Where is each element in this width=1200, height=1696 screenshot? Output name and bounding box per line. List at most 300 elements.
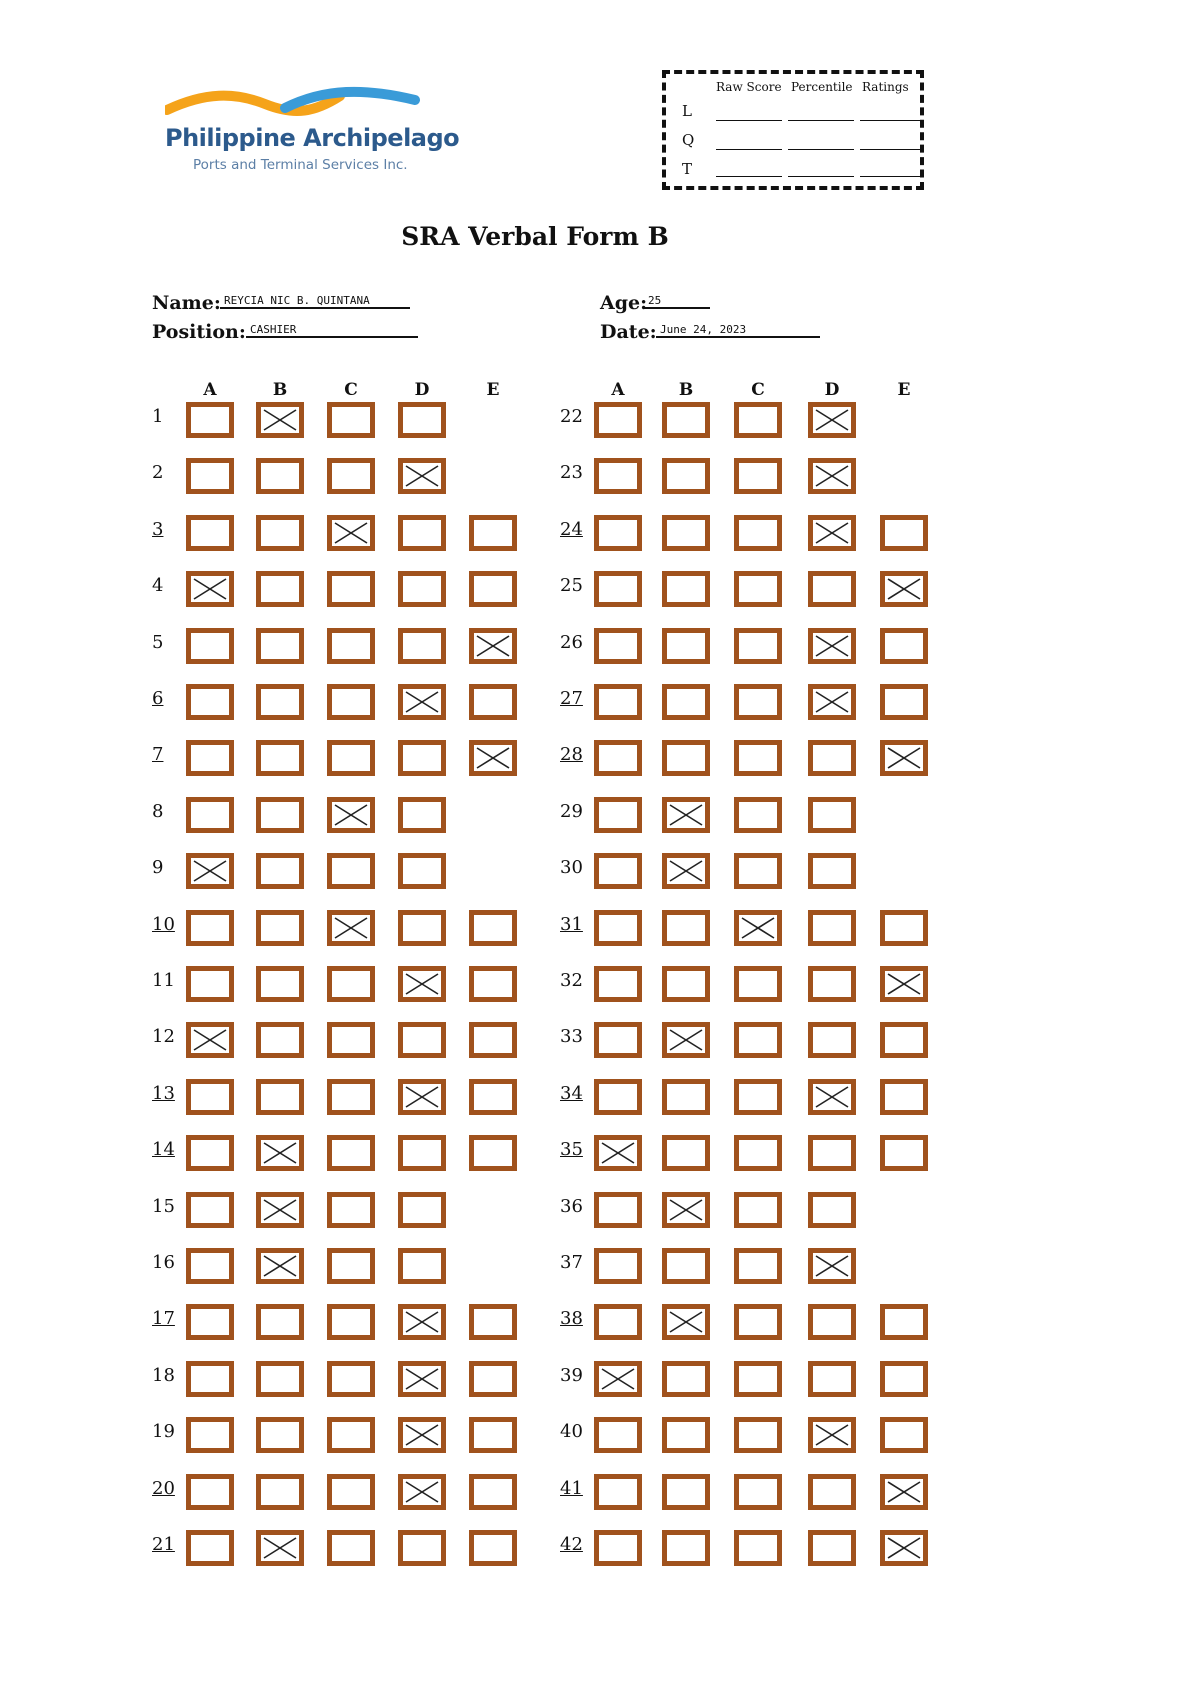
answer-box-18-b[interactable]: [256, 1361, 304, 1397]
answer-box-32-b[interactable]: [662, 966, 710, 1002]
answer-box-17-d[interactable]: [398, 1304, 446, 1340]
answer-box-4-c[interactable]: [327, 571, 375, 607]
answer-box-31-c[interactable]: [734, 910, 782, 946]
answer-box-16-b[interactable]: [256, 1248, 304, 1284]
answer-box-7-d[interactable]: [398, 740, 446, 776]
x-mark-icon: [667, 1027, 705, 1053]
answer-box-15-d[interactable]: [398, 1192, 446, 1228]
score-header-ratings: Ratings: [862, 80, 909, 94]
answer-box-37-a[interactable]: [594, 1248, 642, 1284]
answer-box-20-b[interactable]: [256, 1474, 304, 1510]
question-number: 14: [152, 1139, 175, 1161]
answer-box-9-b[interactable]: [256, 853, 304, 889]
x-mark-icon: [813, 689, 851, 715]
x-mark-icon: [599, 1140, 637, 1166]
column-header-d: D: [824, 380, 840, 400]
x-mark-icon: [885, 745, 923, 771]
x-mark-icon: [739, 915, 777, 941]
answer-box-19-e[interactable]: [469, 1417, 517, 1453]
answer-box-24-b[interactable]: [662, 515, 710, 551]
answer-box-19-c[interactable]: [327, 1417, 375, 1453]
answer-box-29-d[interactable]: [808, 797, 856, 833]
answer-box-14-b[interactable]: [256, 1135, 304, 1171]
answer-box-34-b[interactable]: [662, 1079, 710, 1115]
answer-box-24-c[interactable]: [734, 515, 782, 551]
column-header-d: D: [414, 380, 430, 400]
answer-box-8-a[interactable]: [186, 797, 234, 833]
answer-box-27-a[interactable]: [594, 684, 642, 720]
answer-box-42-c[interactable]: [734, 1530, 782, 1566]
answer-box-33-b[interactable]: [662, 1022, 710, 1058]
question-number: 21: [152, 1534, 175, 1555]
question-number: 6: [152, 688, 164, 709]
question-number: 15: [152, 1195, 175, 1217]
answer-box-7-b[interactable]: [256, 740, 304, 776]
question-number: 40: [560, 1421, 583, 1443]
answer-box-1-b[interactable]: [256, 402, 304, 438]
answer-box-2-a[interactable]: [186, 458, 234, 494]
answer-box-26-d[interactable]: [808, 628, 856, 664]
question-number: 10: [152, 913, 175, 935]
answer-box-20-d[interactable]: [398, 1474, 446, 1510]
x-mark-icon: [403, 1084, 441, 1110]
x-mark-icon: [667, 1309, 705, 1335]
answer-box-26-b[interactable]: [662, 628, 710, 664]
answer-box-19-a[interactable]: [186, 1417, 234, 1453]
answer-box-41-d[interactable]: [808, 1474, 856, 1510]
answer-box-24-e[interactable]: [880, 515, 928, 551]
column-header-e: E: [486, 380, 500, 400]
answer-box-12-d[interactable]: [398, 1022, 446, 1058]
answer-box-3-d[interactable]: [398, 515, 446, 551]
column-header-b: B: [272, 380, 288, 400]
date-field[interactable]: June 24, 2023: [656, 323, 820, 338]
question-number: 36: [560, 1195, 583, 1217]
x-mark-icon: [403, 1479, 441, 1505]
name-field[interactable]: REYCIA NIC B. QUINTANA: [220, 294, 410, 309]
question-number: 34: [560, 1082, 583, 1104]
question-number: 38: [560, 1308, 583, 1330]
x-mark-icon: [813, 633, 851, 659]
column-header-e: E: [897, 380, 911, 400]
answer-box-25-b[interactable]: [662, 571, 710, 607]
answer-box-13-e[interactable]: [469, 1079, 517, 1115]
answer-box-33-d[interactable]: [808, 1022, 856, 1058]
answer-box-6-e[interactable]: [469, 684, 517, 720]
answer-box-29-c[interactable]: [734, 797, 782, 833]
answer-box-37-c[interactable]: [734, 1248, 782, 1284]
answer-box-13-d[interactable]: [398, 1079, 446, 1115]
answer-box-1-c[interactable]: [327, 402, 375, 438]
answer-box-41-c[interactable]: [734, 1474, 782, 1510]
question-number: 4: [152, 575, 164, 597]
x-mark-icon: [667, 1197, 705, 1223]
column-header-a: A: [203, 380, 217, 400]
column-header-b: B: [678, 380, 694, 400]
answer-box-6-d[interactable]: [398, 684, 446, 720]
answer-box-17-e[interactable]: [469, 1304, 517, 1340]
answer-box-14-c[interactable]: [327, 1135, 375, 1171]
answer-box-40-d[interactable]: [808, 1417, 856, 1453]
x-mark-icon: [667, 802, 705, 828]
score-blank-line: [788, 176, 854, 177]
answer-box-6-c[interactable]: [327, 684, 375, 720]
question-number: 3: [152, 518, 164, 540]
answer-box-16-d[interactable]: [398, 1248, 446, 1284]
question-number: 39: [560, 1364, 583, 1386]
answer-box-6-a[interactable]: [186, 684, 234, 720]
answer-box-9-a[interactable]: [186, 853, 234, 889]
answer-box-18-e[interactable]: [469, 1361, 517, 1397]
answer-box-2-d[interactable]: [398, 458, 446, 494]
answer-box-17-c[interactable]: [327, 1304, 375, 1340]
x-mark-icon: [813, 1422, 851, 1448]
answer-box-21-a[interactable]: [186, 1530, 234, 1566]
answer-box-22-c[interactable]: [734, 402, 782, 438]
name-label: Name:: [152, 292, 221, 314]
date-label: Date:: [600, 321, 657, 343]
score-row-label: Q: [682, 131, 695, 149]
logo-name: Philippine Archipelago: [165, 124, 460, 152]
answer-box-2-b[interactable]: [256, 458, 304, 494]
answer-box-30-c[interactable]: [734, 853, 782, 889]
answer-box-28-b[interactable]: [662, 740, 710, 776]
answer-box-33-e[interactable]: [880, 1022, 928, 1058]
x-mark-icon: [261, 407, 299, 433]
answer-box-39-d[interactable]: [808, 1361, 856, 1397]
answer-box-38-d[interactable]: [808, 1304, 856, 1340]
x-mark-icon: [261, 1253, 299, 1279]
score-row-label: L: [682, 102, 692, 120]
answer-box-20-a[interactable]: [186, 1474, 234, 1510]
x-mark-icon: [403, 1422, 441, 1448]
answer-box-26-c[interactable]: [734, 628, 782, 664]
score-header-percentile: Percentile: [791, 80, 853, 94]
answer-box-35-d[interactable]: [808, 1135, 856, 1171]
x-mark-icon: [885, 576, 923, 602]
question-number: 7: [152, 744, 164, 766]
wave-logo-icon: [165, 82, 425, 122]
x-mark-icon: [261, 1535, 299, 1561]
x-mark-icon: [813, 463, 851, 489]
answer-box-12-a[interactable]: [186, 1022, 234, 1058]
x-mark-icon: [813, 1253, 851, 1279]
answer-box-29-a[interactable]: [594, 797, 642, 833]
answer-box-16-a[interactable]: [186, 1248, 234, 1284]
score-box: [662, 70, 924, 190]
answer-box-13-b[interactable]: [256, 1079, 304, 1115]
answer-box-25-d[interactable]: [808, 571, 856, 607]
answer-box-41-b[interactable]: [662, 1474, 710, 1510]
question-number: 8: [152, 800, 164, 822]
answer-box-28-d[interactable]: [808, 740, 856, 776]
x-mark-icon: [332, 520, 370, 546]
question-number: 19: [152, 1421, 175, 1443]
score-blank-line: [716, 149, 782, 150]
question-number: 17: [152, 1308, 175, 1330]
question-number: 26: [560, 631, 583, 653]
question-number: 12: [152, 1026, 175, 1048]
answer-box-35-b[interactable]: [662, 1135, 710, 1171]
answer-box-4-d[interactable]: [398, 571, 446, 607]
answer-box-21-c[interactable]: [327, 1530, 375, 1566]
answer-box-37-b[interactable]: [662, 1248, 710, 1284]
answer-box-21-d[interactable]: [398, 1530, 446, 1566]
answer-box-16-c[interactable]: [327, 1248, 375, 1284]
question-number: 24: [560, 518, 583, 540]
question-number: 28: [560, 744, 583, 766]
answer-box-27-c[interactable]: [734, 684, 782, 720]
x-mark-icon: [191, 858, 229, 884]
x-mark-icon: [261, 1197, 299, 1223]
answer-box-22-b[interactable]: [662, 402, 710, 438]
x-mark-icon: [403, 689, 441, 715]
answer-box-5-c[interactable]: [327, 628, 375, 664]
answer-box-20-c[interactable]: [327, 1474, 375, 1510]
answer-box-19-b[interactable]: [256, 1417, 304, 1453]
question-number: 9: [152, 857, 164, 879]
answer-box-30-d[interactable]: [808, 853, 856, 889]
answer-box-25-c[interactable]: [734, 571, 782, 607]
answer-box-23-c[interactable]: [734, 458, 782, 494]
x-mark-icon: [332, 915, 370, 941]
answer-box-31-a[interactable]: [594, 910, 642, 946]
age-label: Age:: [600, 292, 648, 314]
answer-box-28-e[interactable]: [880, 740, 928, 776]
answer-box-35-c[interactable]: [734, 1135, 782, 1171]
page-title: SRA Verbal Form B: [401, 222, 669, 251]
answer-box-5-e[interactable]: [469, 628, 517, 664]
position-field[interactable]: CASHIER: [246, 323, 418, 338]
answer-box-42-b[interactable]: [662, 1530, 710, 1566]
question-number: 5: [152, 631, 164, 653]
answer-box-39-b[interactable]: [662, 1361, 710, 1397]
x-mark-icon: [403, 1309, 441, 1335]
answer-box-12-e[interactable]: [469, 1022, 517, 1058]
answer-box-17-b[interactable]: [256, 1304, 304, 1340]
answer-box-42-a[interactable]: [594, 1530, 642, 1566]
question-number: 18: [152, 1364, 175, 1386]
answer-box-11-c[interactable]: [327, 966, 375, 1002]
answer-box-32-d[interactable]: [808, 966, 856, 1002]
answer-box-22-d[interactable]: [808, 402, 856, 438]
column-header-c: C: [751, 380, 765, 400]
score-blank-line: [860, 176, 920, 177]
answer-box-15-a[interactable]: [186, 1192, 234, 1228]
answer-box-1-d[interactable]: [398, 402, 446, 438]
answer-box-15-c[interactable]: [327, 1192, 375, 1228]
question-number: 27: [560, 688, 583, 709]
answer-box-4-a[interactable]: [186, 571, 234, 607]
answer-box-3-b[interactable]: [256, 515, 304, 551]
answer-box-18-d[interactable]: [398, 1361, 446, 1397]
x-mark-icon: [599, 1366, 637, 1392]
question-number: 2: [152, 462, 164, 484]
score-blank-line: [788, 149, 854, 150]
answer-box-39-e[interactable]: [880, 1361, 928, 1397]
answer-box-11-d[interactable]: [398, 966, 446, 1002]
answer-box-41-a[interactable]: [594, 1474, 642, 1510]
answer-box-27-e[interactable]: [880, 684, 928, 720]
x-mark-icon: [813, 520, 851, 546]
score-blank-line: [788, 120, 854, 121]
age-field[interactable]: 25: [644, 294, 710, 309]
answer-box-34-d[interactable]: [808, 1079, 856, 1115]
answer-box-25-a[interactable]: [594, 571, 642, 607]
answer-box-8-c[interactable]: [327, 797, 375, 833]
answer-box-19-d[interactable]: [398, 1417, 446, 1453]
question-number: 16: [152, 1252, 175, 1273]
answer-box-13-a[interactable]: [186, 1079, 234, 1115]
answer-box-23-d[interactable]: [808, 458, 856, 494]
score-blank-line: [860, 149, 920, 150]
answer-box-18-c[interactable]: [327, 1361, 375, 1397]
answer-box-14-a[interactable]: [186, 1135, 234, 1171]
x-mark-icon: [403, 463, 441, 489]
answer-box-27-b[interactable]: [662, 684, 710, 720]
answer-box-41-e[interactable]: [880, 1474, 928, 1510]
answer-box-33-a[interactable]: [594, 1022, 642, 1058]
answer-box-40-b[interactable]: [662, 1417, 710, 1453]
question-number: 13: [152, 1082, 175, 1104]
answer-box-18-a[interactable]: [186, 1361, 234, 1397]
answer-box-10-d[interactable]: [398, 910, 446, 946]
score-row-label: T: [682, 160, 693, 178]
answer-box-4-b[interactable]: [256, 571, 304, 607]
answer-box-35-e[interactable]: [880, 1135, 928, 1171]
x-mark-icon: [813, 407, 851, 433]
x-mark-icon: [191, 576, 229, 602]
answer-box-6-b[interactable]: [256, 684, 304, 720]
answer-box-39-a[interactable]: [594, 1361, 642, 1397]
answer-box-30-b[interactable]: [662, 853, 710, 889]
answer-box-24-d[interactable]: [808, 515, 856, 551]
answer-box-38-c[interactable]: [734, 1304, 782, 1340]
answer-box-27-d[interactable]: [808, 684, 856, 720]
answer-box-40-a[interactable]: [594, 1417, 642, 1453]
answer-box-25-e[interactable]: [880, 571, 928, 607]
question-number: 41: [560, 1477, 583, 1499]
answer-box-28-c[interactable]: [734, 740, 782, 776]
answer-box-4-e[interactable]: [469, 571, 517, 607]
answer-box-8-d[interactable]: [398, 797, 446, 833]
answer-box-13-c[interactable]: [327, 1079, 375, 1115]
answer-box-38-a[interactable]: [594, 1304, 642, 1340]
answer-box-42-d[interactable]: [808, 1530, 856, 1566]
answer-box-10-a[interactable]: [186, 910, 234, 946]
answer-box-31-e[interactable]: [880, 910, 928, 946]
answer-box-9-d[interactable]: [398, 853, 446, 889]
answer-box-3-c[interactable]: [327, 515, 375, 551]
answer-box-15-b[interactable]: [256, 1192, 304, 1228]
answer-box-17-a[interactable]: [186, 1304, 234, 1340]
answer-box-5-b[interactable]: [256, 628, 304, 664]
answer-box-14-d[interactable]: [398, 1135, 446, 1171]
question-number: 11: [152, 970, 175, 991]
answer-box-28-a[interactable]: [594, 740, 642, 776]
answer-box-11-b[interactable]: [256, 966, 304, 1002]
answer-box-32-a[interactable]: [594, 966, 642, 1002]
answer-box-40-e[interactable]: [880, 1417, 928, 1453]
answer-box-31-d[interactable]: [808, 910, 856, 946]
answer-box-14-e[interactable]: [469, 1135, 517, 1171]
answer-box-1-a[interactable]: [186, 402, 234, 438]
answer-box-34-c[interactable]: [734, 1079, 782, 1115]
answer-box-10-b[interactable]: [256, 910, 304, 946]
answer-box-3-a[interactable]: [186, 515, 234, 551]
answer-box-31-b[interactable]: [662, 910, 710, 946]
question-number: 32: [560, 970, 583, 991]
answer-box-40-c[interactable]: [734, 1417, 782, 1453]
question-number: 33: [560, 1026, 583, 1048]
answer-box-36-d[interactable]: [808, 1192, 856, 1228]
score-blank-line: [716, 176, 782, 177]
answer-box-36-a[interactable]: [594, 1192, 642, 1228]
answer-box-10-c[interactable]: [327, 910, 375, 946]
question-number: 42: [560, 1534, 583, 1555]
answer-box-12-c[interactable]: [327, 1022, 375, 1058]
x-mark-icon: [813, 1084, 851, 1110]
answer-box-11-a[interactable]: [186, 966, 234, 1002]
answer-box-36-b[interactable]: [662, 1192, 710, 1228]
answer-box-29-b[interactable]: [662, 797, 710, 833]
answer-box-2-c[interactable]: [327, 458, 375, 494]
column-header-a: A: [611, 380, 625, 400]
answer-box-38-b[interactable]: [662, 1304, 710, 1340]
question-number: 1: [152, 406, 164, 427]
question-number: 30: [560, 857, 583, 879]
x-mark-icon: [885, 971, 923, 997]
answer-box-36-c[interactable]: [734, 1192, 782, 1228]
answer-box-11-e[interactable]: [469, 966, 517, 1002]
answer-box-26-e[interactable]: [880, 628, 928, 664]
answer-box-21-b[interactable]: [256, 1530, 304, 1566]
answer-box-9-c[interactable]: [327, 853, 375, 889]
score-header-raw-score: Raw Score: [716, 80, 782, 94]
answer-box-10-e[interactable]: [469, 910, 517, 946]
answer-box-39-c[interactable]: [734, 1361, 782, 1397]
answer-box-26-a[interactable]: [594, 628, 642, 664]
answer-box-21-e[interactable]: [469, 1530, 517, 1566]
answer-box-7-a[interactable]: [186, 740, 234, 776]
x-mark-icon: [667, 858, 705, 884]
answer-box-34-e[interactable]: [880, 1079, 928, 1115]
answer-box-5-a[interactable]: [186, 628, 234, 664]
answer-box-37-d[interactable]: [808, 1248, 856, 1284]
answer-box-35-a[interactable]: [594, 1135, 642, 1171]
answer-box-23-a[interactable]: [594, 458, 642, 494]
answer-box-34-a[interactable]: [594, 1079, 642, 1115]
answer-box-30-a[interactable]: [594, 853, 642, 889]
answer-box-12-b[interactable]: [256, 1022, 304, 1058]
answer-box-3-e[interactable]: [469, 515, 517, 551]
answer-box-38-e[interactable]: [880, 1304, 928, 1340]
answer-box-32-e[interactable]: [880, 966, 928, 1002]
answer-box-22-a[interactable]: [594, 402, 642, 438]
company-logo: [155, 82, 460, 197]
answer-box-20-e[interactable]: [469, 1474, 517, 1510]
answer-box-5-d[interactable]: [398, 628, 446, 664]
answer-box-32-c[interactable]: [734, 966, 782, 1002]
answer-box-7-e[interactable]: [469, 740, 517, 776]
answer-box-23-b[interactable]: [662, 458, 710, 494]
x-mark-icon: [885, 1535, 923, 1561]
answer-box-7-c[interactable]: [327, 740, 375, 776]
answer-box-8-b[interactable]: [256, 797, 304, 833]
answer-box-33-c[interactable]: [734, 1022, 782, 1058]
answer-box-24-a[interactable]: [594, 515, 642, 551]
answer-box-42-e[interactable]: [880, 1530, 928, 1566]
